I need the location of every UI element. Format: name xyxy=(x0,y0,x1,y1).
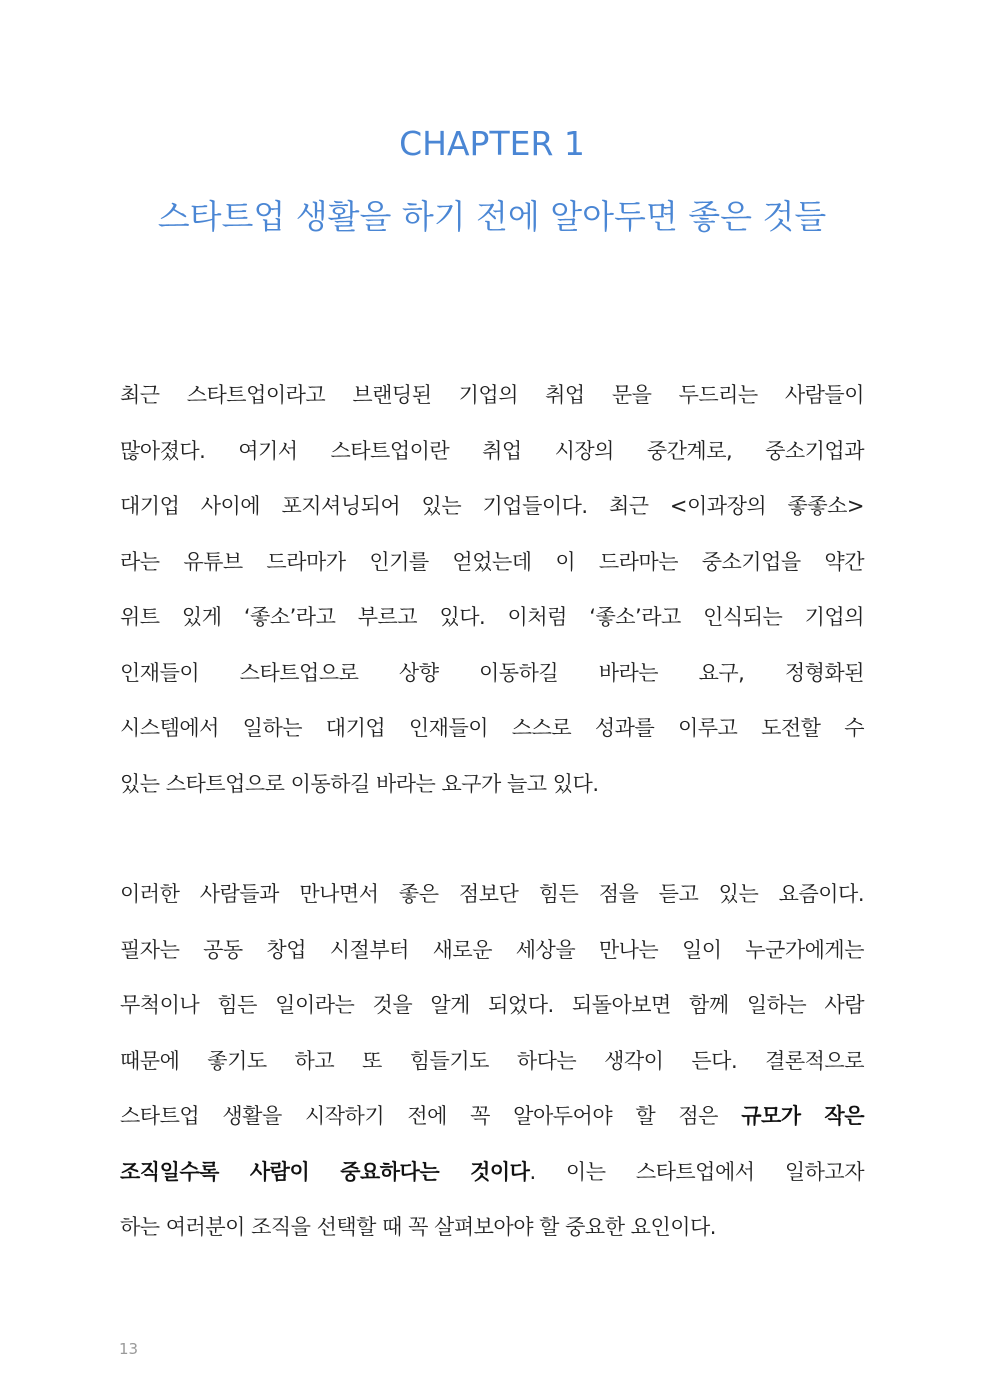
paragraph-line: 때문에 좋기도 하고 또 힘들기도 하다는 생각이 든다. 결론적으로 xyxy=(120,1048,864,1073)
paragraph-line: 있는 스타트업으로 이동하길 바라는 요구가 늘고 있다. xyxy=(120,771,599,796)
paragraph-line: 많아졌다. 여기서 스타트업이란 취업 시장의 중간계로, 중소기업과 xyxy=(120,438,864,463)
page-number: 13 xyxy=(119,1340,139,1358)
body-paragraph-2 xyxy=(120,867,864,1256)
paragraph-line: 인재들이 스타트업으로 상향 이동하길 바라는 요구, 정형화된 xyxy=(120,660,864,685)
paragraph-line xyxy=(120,1089,864,1145)
chapter-label: CHAPTER 1 xyxy=(399,124,585,163)
paragraph-line: 시스템에서 일하는 대기업 인재들이 스스로 성과를 이루고 도전할 수 xyxy=(120,716,864,740)
paragraph-line: 위트 있게 ‘좋소’라고 부르고 있다. 이처럼 ‘좋소’라고 인식되는 기업의 xyxy=(120,605,864,629)
paragraph-line xyxy=(120,1145,864,1201)
paragraph-text: 스타트업 생활을 시작하기 전에 꼭 알아두어야 할 점은 xyxy=(120,1104,742,1128)
emphasis-text: 조직일수록 사람이 중요하다는 것이다 xyxy=(120,1159,530,1184)
paragraph-line: 하는 여러분이 조직을 선택할 때 꼭 살펴보아야 할 중요한 요인이다. xyxy=(120,1215,716,1239)
paragraph-line: 이러한 사람들과 만나면서 좋은 점보단 힘든 점을 듣고 있는 요즘이다. xyxy=(120,882,864,906)
paragraph-line: 무척이나 힘든 일이라는 것을 알게 되었다. 되돌아보면 함께 일하는 사람 xyxy=(120,993,864,1017)
chapter-title: 스타트업 생활을 하기 전에 알아두면 좋은 것들 xyxy=(157,197,827,236)
paragraph-text: . 이는 스타트업에서 일하고자 xyxy=(529,1159,864,1184)
emphasis-text: 규모가 작은 xyxy=(741,1104,864,1128)
body-paragraph-1 xyxy=(120,368,864,812)
paragraph-line: 라는 유튜브 드라마가 인기를 얻었는데 이 드라마는 중소기업을 약간 xyxy=(120,549,864,574)
paragraph-line: 최근 스타트업이라고 브랜딩된 기업의 취업 문을 두드리는 사람들이 xyxy=(120,383,864,407)
paragraph-line: 대기업 사이에 포지셔닝되어 있는 기업들이다. 최근 <이과장의 좋좋소> xyxy=(120,494,864,518)
paragraph-line: 필자는 공동 창업 시절부터 새로운 세상을 만나는 일이 누군가에게는 xyxy=(120,937,864,962)
